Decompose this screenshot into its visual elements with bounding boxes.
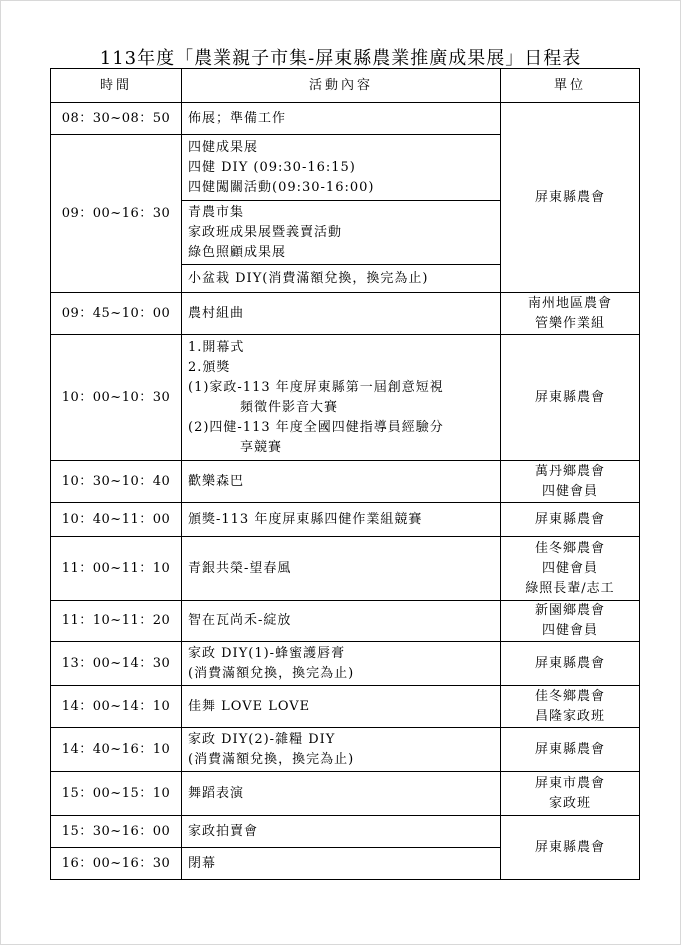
unit-cell <box>501 503 640 537</box>
time-cell: 10：40~11：00 <box>51 503 182 537</box>
activity-line: 小盆栽 DIY(消費滿額兌換，換完為止) <box>188 270 429 286</box>
activity-line: 四健闖關活動(09:30-16:00) <box>188 179 375 195</box>
time-cell: 11：10~11：20 <box>51 601 182 642</box>
activity-cell <box>182 601 501 642</box>
activity-line: 頒獎-113 年度屏東縣四健作業組競賽 <box>188 511 423 527</box>
table-row <box>51 461 640 503</box>
activity-cell <box>182 265 501 293</box>
unit-line: 屏東縣農會 <box>534 511 605 527</box>
activity-line: 佳舞 LOVE LOVE <box>188 698 311 714</box>
unit-line: 屏東縣農會 <box>534 741 605 757</box>
table-row <box>51 103 640 135</box>
unit-cell <box>501 601 640 642</box>
unit-cell <box>501 772 640 816</box>
activity-cell <box>182 686 501 728</box>
unit-line: 屏東市農會 <box>534 775 605 791</box>
activity-line: 頻徵件影音大賽 <box>240 399 339 415</box>
time-cell: 10：30~10：40 <box>51 461 182 503</box>
unit-cell <box>501 816 640 880</box>
table-row <box>51 601 640 642</box>
activity-line: 閉幕 <box>188 855 217 871</box>
table-row <box>51 503 640 537</box>
header-unit: 單位 <box>501 69 640 103</box>
activity-cell <box>182 135 501 201</box>
page-title: 113年度「農業親子市集-屏東縣農業推廣成果展」日程表 <box>99 48 582 69</box>
header-activity: 活動內容 <box>182 69 501 103</box>
activity-line: 享競賽 <box>240 439 283 455</box>
unit-cell <box>501 686 640 728</box>
unit-line: 綠照長輩/志工 <box>525 580 615 596</box>
activity-line: 四健成果展 <box>188 139 259 155</box>
time-cell: 09：00~16：30 <box>51 135 182 293</box>
unit-line: 佳冬鄉農會 <box>534 540 605 556</box>
table-row <box>51 816 640 848</box>
time-cell: 13：00~14：30 <box>51 642 182 686</box>
unit-line: 屏東縣農會 <box>534 389 605 405</box>
time-cell: 08：30~08：50 <box>51 103 182 135</box>
activity-line: 綠色照顧成果展 <box>188 244 287 260</box>
activity-cell <box>182 848 501 880</box>
unit-cell <box>501 335 640 461</box>
activity-line: 智在瓦尚禾-綻放 <box>188 613 292 628</box>
unit-line: 萬丹鄉農會 <box>534 463 605 479</box>
table-row <box>51 686 640 728</box>
unit-cell <box>501 293 640 335</box>
time-cell: 16：00~16：30 <box>51 848 182 880</box>
table-row <box>51 728 640 772</box>
unit-line: 昌隆家政班 <box>534 708 605 724</box>
activity-cell <box>182 335 501 461</box>
time-cell: 11：00~11：10 <box>51 537 182 601</box>
unit-line: 南州地區農會 <box>527 295 612 311</box>
time-cell: 09：45~10：00 <box>51 293 182 335</box>
unit-line: 家政班 <box>548 795 591 811</box>
time-cell: 14：40~16：10 <box>51 728 182 772</box>
activity-cell <box>182 461 501 503</box>
unit-line: 佳冬鄉農會 <box>534 688 605 704</box>
activity-cell <box>182 503 501 537</box>
activity-line: 家政班成果展暨義賣活動 <box>188 224 343 240</box>
unit-line: 四健會員 <box>541 560 598 576</box>
activity-cell <box>182 728 501 772</box>
table-row <box>51 642 640 686</box>
header-time: 時間 <box>51 69 182 103</box>
unit-cell <box>501 728 640 772</box>
unit-line: 屏東縣農會 <box>534 839 605 855</box>
header-row <box>51 69 640 103</box>
table-row <box>51 335 640 461</box>
activity-line: 家政拍賣會 <box>188 823 259 839</box>
table-row <box>51 537 640 601</box>
unit-line: 管樂作業組 <box>534 315 605 331</box>
unit-cell <box>501 103 640 293</box>
unit-cell <box>501 537 640 601</box>
activity-line: (1)家政-113 年度屏東縣第一屆創意短視 <box>188 379 444 395</box>
activity-cell <box>182 103 501 135</box>
unit-line: 屏東縣農會 <box>534 189 605 205</box>
time-cell: 15：30~16：00 <box>51 816 182 848</box>
unit-line: 四健會員 <box>541 623 598 638</box>
activity-line: 2.頒獎 <box>188 359 231 375</box>
activity-line: 歡樂森巴 <box>188 473 245 489</box>
activity-line: (消費滿額兌換，換完為止) <box>188 751 355 767</box>
unit-cell <box>501 642 640 686</box>
activity-line: 家政 DIY(2)-雜糧 DIY <box>188 731 336 747</box>
table-row <box>51 293 640 335</box>
time-cell: 14：00~14：10 <box>51 686 182 728</box>
activity-line: (消費滿額兌換，換完為止) <box>188 665 355 681</box>
activity-cell <box>182 293 501 335</box>
time-cell: 10：00~10：30 <box>51 335 182 461</box>
unit-line: 四健會員 <box>541 483 598 499</box>
activity-line: 青農市集 <box>188 204 245 220</box>
activity-line: 家政 DIY(1)-蜂蜜護唇膏 <box>188 645 346 661</box>
unit-cell <box>501 461 640 503</box>
table-row <box>51 772 640 816</box>
activity-line: 舞蹈表演 <box>188 785 245 801</box>
unit-line: 新園鄉農會 <box>534 603 605 618</box>
time-cell: 15：00~15：10 <box>51 772 182 816</box>
schedule-table <box>50 68 640 880</box>
activity-line: 四健 DIY (09:30-16:15) <box>188 159 356 175</box>
activity-cell <box>182 816 501 848</box>
activity-line: 佈展；準備工作 <box>188 110 287 126</box>
activity-line: 農村組曲 <box>188 305 245 321</box>
activity-cell <box>182 537 501 601</box>
activity-cell <box>182 642 501 686</box>
activity-line: (2)四健-113 年度全國四健指導員經驗分 <box>188 419 444 435</box>
activity-line: 1.開幕式 <box>188 339 245 355</box>
activity-cell <box>182 772 501 816</box>
activity-line: 青銀共榮-望春風 <box>188 560 292 576</box>
unit-line: 屏東縣農會 <box>534 655 605 671</box>
activity-cell <box>182 201 501 265</box>
